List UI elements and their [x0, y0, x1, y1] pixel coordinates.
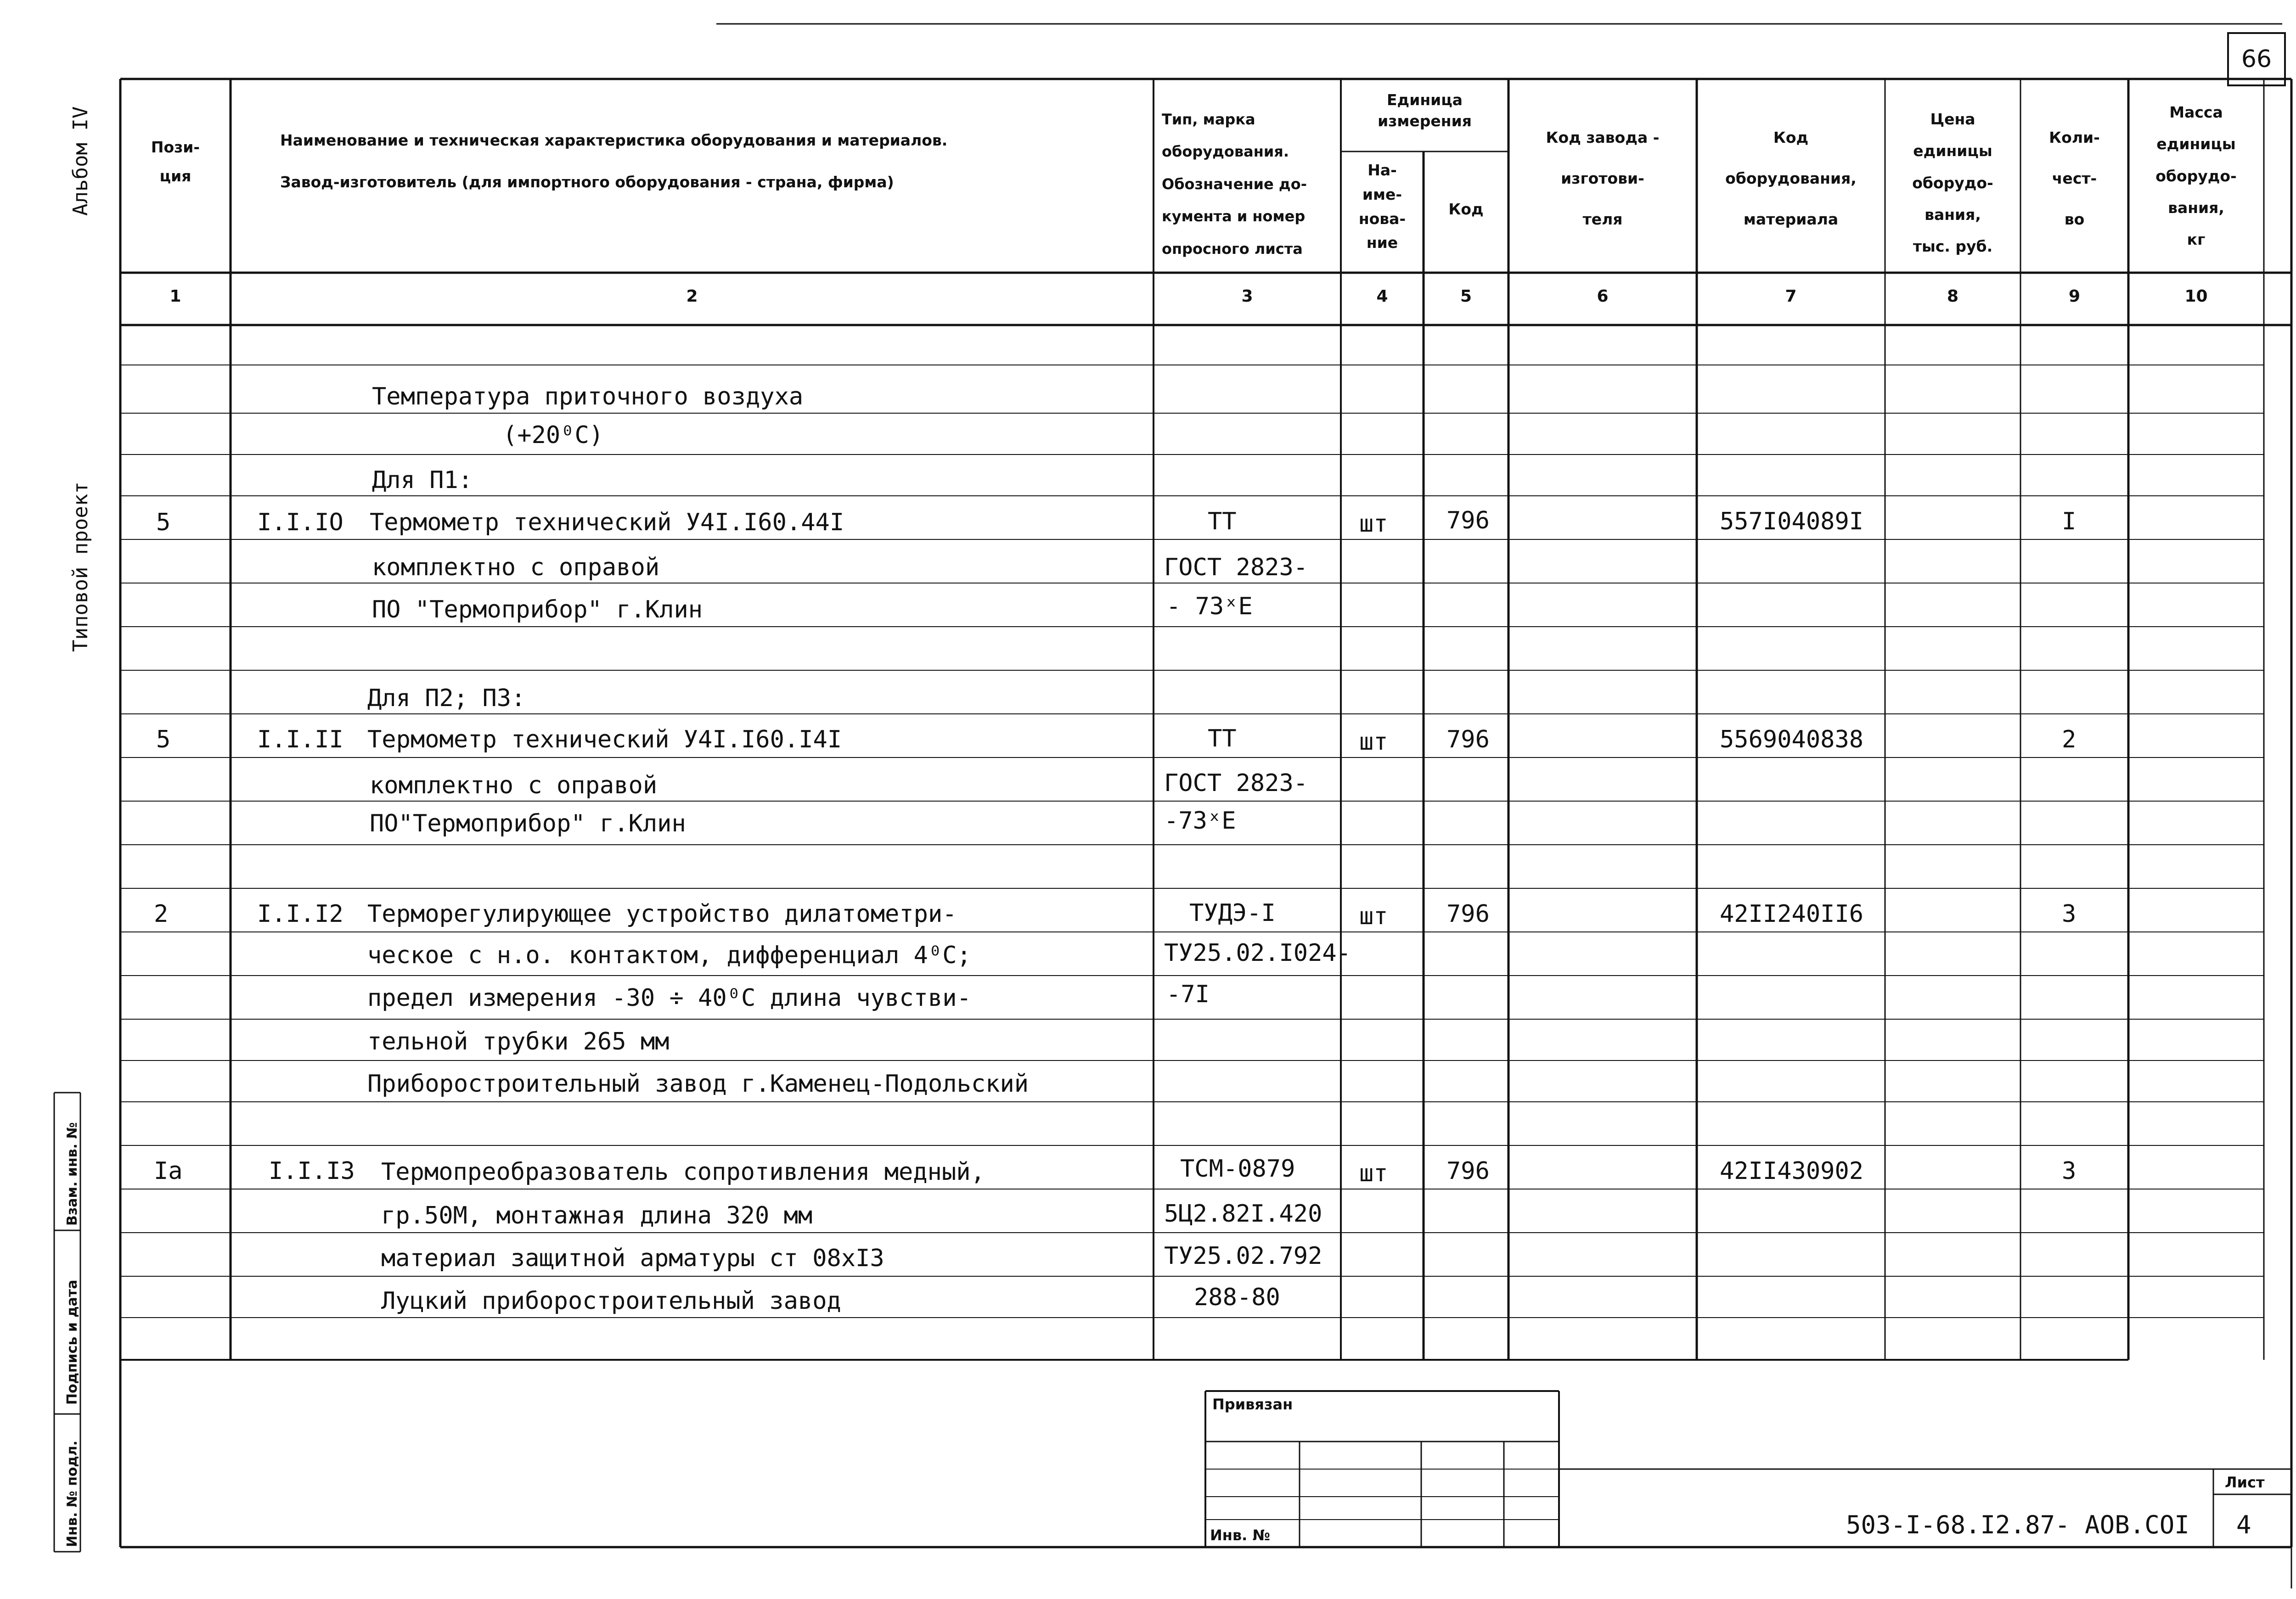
table-cell-type: -7I: [1166, 981, 1210, 1008]
document-code: 503-I-68.I2.87- АОВ.COI: [1846, 1510, 2189, 1539]
table-cell-type: 288-80: [1194, 1284, 1280, 1311]
table-cell-name: ческое с н.о. контактом, дифференциал 4⁰С;: [367, 942, 971, 969]
table-cell-name: ПО "Термоприбор" г.Клин: [372, 596, 703, 623]
table-cell-position: 2: [154, 900, 169, 928]
column-number: 4: [1376, 287, 1388, 306]
table-cell-name: предел измерения -30 ÷ 40⁰С длина чувстви-: [367, 984, 971, 1012]
table-cell-quantity: 3: [2062, 900, 2077, 928]
table-cell-name: Луцкий приборостроительный завод: [381, 1287, 841, 1315]
table-cell-index: I.I.IO: [257, 509, 343, 536]
table-cell-name: Терморегулирующее устройство дилатометри-: [367, 900, 957, 928]
header-equipment-code: Код оборудования, материала: [1725, 129, 1857, 229]
column-number: 8: [1947, 287, 1959, 306]
table-cell-type: -73ˣЕ: [1164, 807, 1236, 835]
table-cell-unit: шт: [1359, 728, 1388, 756]
table-cell-name: Термометр технический У4I.I60.I4I: [367, 726, 842, 753]
table-cell-equipment-code: 5569040838: [1720, 726, 1864, 753]
column-number: 2: [686, 287, 698, 306]
table-cell-code: 796: [1446, 1157, 1490, 1185]
table-cell-name: комплектно с оправой: [372, 554, 660, 581]
column-number: 5: [1460, 287, 1472, 306]
project-label: Типовой проект: [69, 482, 92, 652]
sheet-label: Лист: [2225, 1474, 2265, 1491]
table-cell-quantity: 2: [2062, 726, 2077, 753]
header-unit-name: На- име- нова- ние: [1358, 161, 1406, 252]
attached-label: Привязан: [1212, 1396, 1293, 1413]
inv-number-label: Инв. №: [1210, 1526, 1270, 1544]
header-name: Наименование и техническая характеристика оборудования и материалов. Завод-изготовитель (для импортного оборудования - страна, фирма): [280, 131, 948, 191]
header-price: Цена единицы оборудо- вания, тыс. руб.: [1912, 110, 1993, 256]
header-mass: Масса единицы оборудо- вания, кг: [2155, 103, 2237, 249]
table-cell-equipment-code: 557I04089I: [1720, 508, 1864, 535]
header-position: Пози- ция: [151, 138, 200, 185]
table-cell-name: Температура приточного воздуха: [372, 383, 804, 410]
table-cell-name: комплектно с оправой: [370, 772, 658, 799]
table-cell-index: I.I.I2: [257, 900, 343, 928]
header-type: Тип, марка оборудования. Обозначение до- кумента и номер опросного листа: [1162, 111, 1307, 258]
table-cell-index: I.I.II: [257, 726, 343, 753]
table-cell-type: ТТ: [1208, 508, 1237, 535]
table-cell-quantity: I: [2062, 508, 2077, 535]
stamp-signature-date: Подпись и дата: [64, 1279, 80, 1405]
table-cell-name: ПО"Термоприбор" г.Клин: [370, 810, 686, 837]
table-cell-equipment-code: 42II430902: [1720, 1157, 1864, 1185]
table-cell-type: ТУ25.02.I024-: [1164, 939, 1351, 967]
table-cell-unit: шт: [1359, 1160, 1388, 1187]
table-cell-code: 796: [1446, 900, 1490, 928]
table-cell-code: 796: [1446, 507, 1490, 534]
table-cell-name: тельной трубки 265 мм: [367, 1028, 670, 1055]
table-cell-name: Термометр технический У4I.I60.44I: [370, 509, 844, 536]
table-cell-unit: шт: [1359, 510, 1388, 538]
stamp-replace-inv: Взам. инв. №: [64, 1122, 80, 1226]
table-cell-name: (+20⁰С): [503, 421, 604, 449]
column-number: 9: [2068, 287, 2081, 306]
table-cell-type: ТУ25.02.792: [1164, 1242, 1322, 1270]
table-cell-type: ГОСТ 2823-: [1164, 554, 1308, 581]
column-number: 10: [2184, 287, 2208, 306]
table-cell-type: - 73ˣЕ: [1166, 593, 1253, 620]
stamp-inv-original: Инв. № подл.: [64, 1440, 80, 1547]
column-number: 6: [1597, 287, 1609, 306]
header-factory-code: Код завода - изготови- теля: [1546, 129, 1660, 229]
table-cell-type: ГОСТ 2823-: [1164, 769, 1308, 797]
table-cell-name: Приборостроительный завод г.Каменец-Подольский: [367, 1070, 1029, 1098]
table-cell-index: I.I.I3: [269, 1157, 355, 1185]
table-cell-name: Термопреобразователь сопротивления медный,: [381, 1158, 985, 1186]
table-cell-position: Iа: [154, 1157, 183, 1185]
header-quantity: Коли- чест- во: [2049, 129, 2100, 229]
table-cell-type: ТТ: [1208, 725, 1237, 752]
table-cell-code: 796: [1446, 726, 1490, 753]
header-unit-group: Единица измерения: [1378, 91, 1472, 130]
sheet-number: 4: [2236, 1510, 2251, 1539]
page-number: 66: [2227, 32, 2286, 86]
table-cell-quantity: 3: [2062, 1157, 2077, 1185]
table-cell-position: 5: [156, 726, 171, 753]
table-cell-position: 5: [156, 509, 171, 536]
table-cell-name: материал защитной арматуры ст 08хI3: [381, 1245, 884, 1272]
table-cell-name: Для П2; П3:: [367, 684, 526, 712]
table-cell-type: ТУДЭ-I: [1189, 899, 1276, 927]
table-cell-type: ТСМ-0879: [1180, 1155, 1295, 1183]
table-cell-name: гр.50М, монтажная длина 320 мм: [381, 1202, 813, 1229]
table-cell-unit: шт: [1359, 903, 1388, 930]
column-number: 3: [1241, 287, 1253, 306]
table-cell-type: 5Ц2.82I.420: [1164, 1200, 1322, 1228]
table-cell-equipment-code: 42II240II6: [1720, 900, 1864, 928]
header-unit-code: Код: [1448, 200, 1484, 218]
table-cell-name: Для П1:: [372, 466, 473, 494]
album-label: Альбом IV: [69, 106, 92, 216]
column-number: 1: [169, 287, 181, 306]
column-number: 7: [1785, 287, 1797, 306]
